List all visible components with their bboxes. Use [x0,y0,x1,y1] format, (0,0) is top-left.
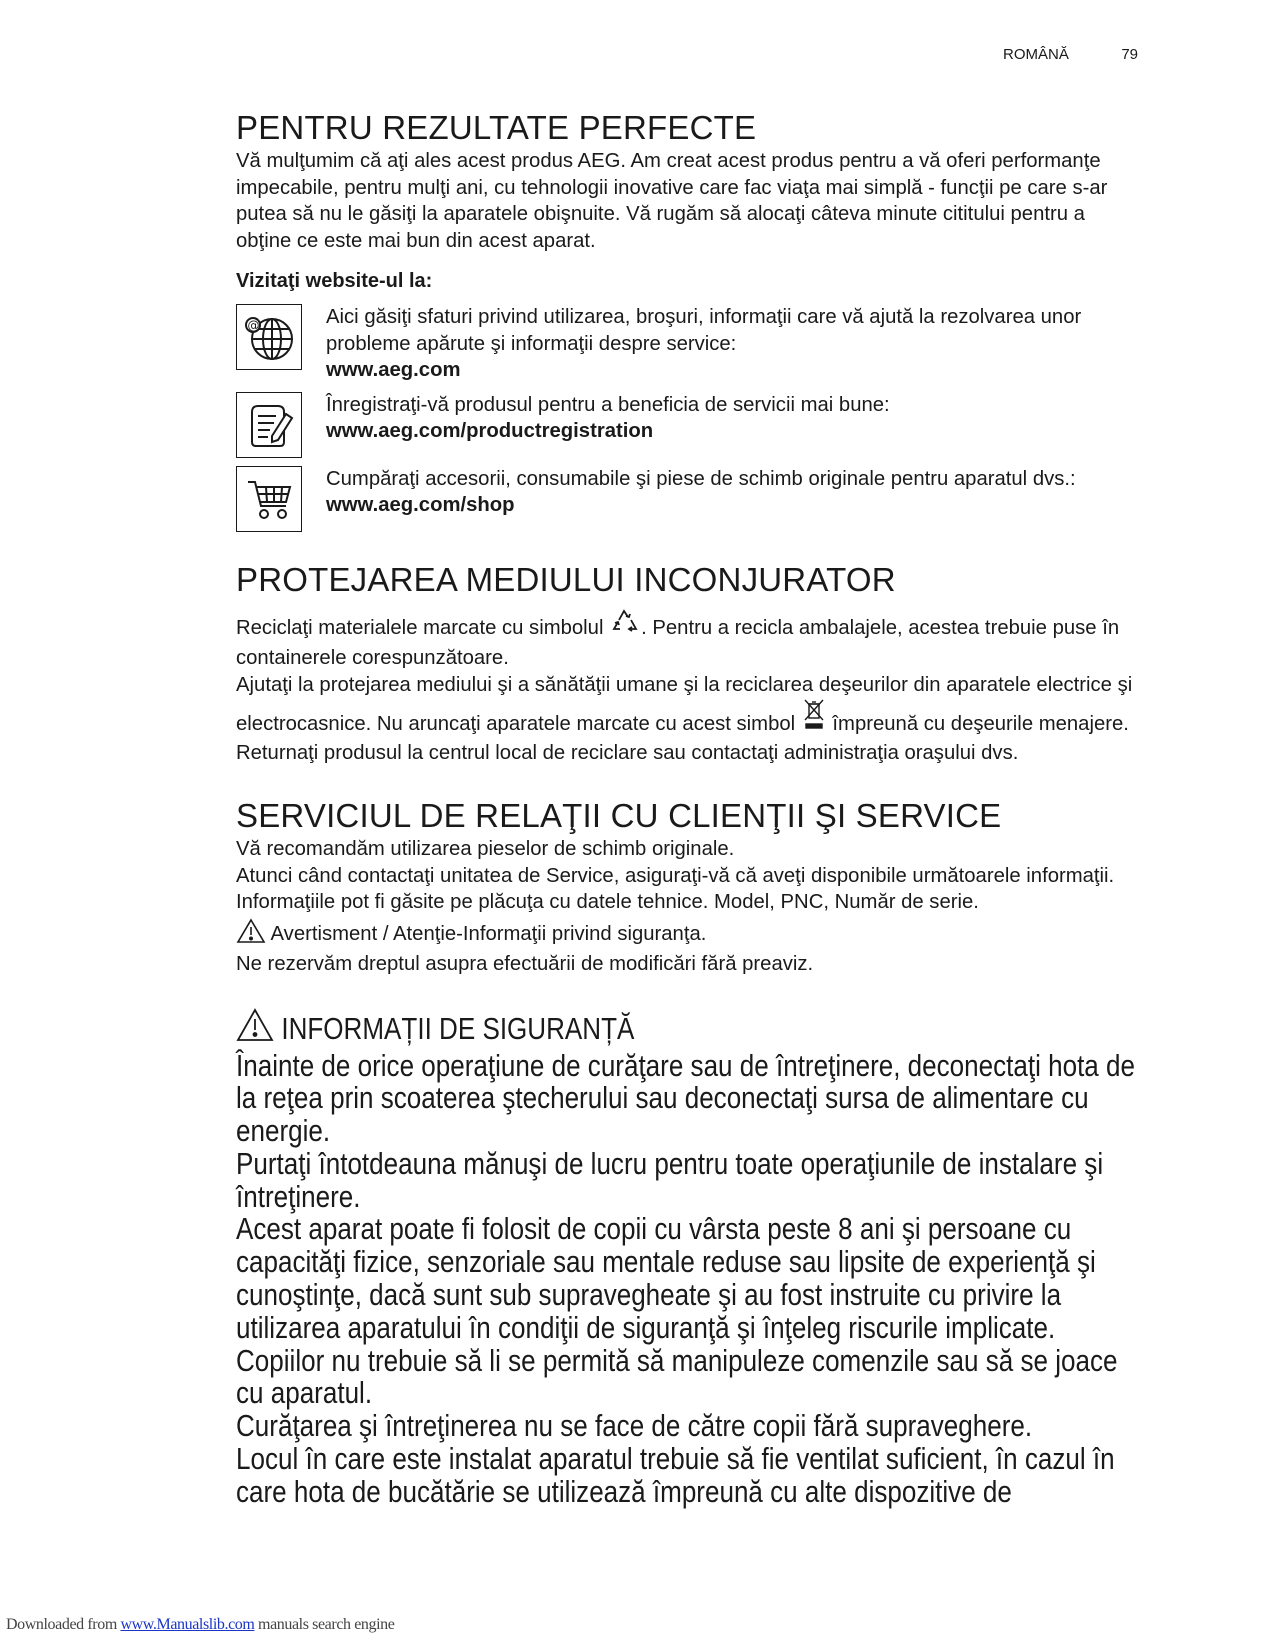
recycle-text-before: Reciclaţi materialele marcate cu simbolul [236,616,604,639]
safety-paragraph-5: Curăţarea şi întreţinerea nu se face de către copii fără supraveghere. [236,1408,1033,1444]
registration-icon [236,392,302,458]
service-line-2: Atunci când contactaţi unitatea de Service, asiguraţi-vă că aveţi disponibile următoarele informaţii. [236,864,1115,887]
website-link-shop[interactable]: www.aeg.com/shop [326,494,515,516]
service-warning-line [236,918,1142,952]
weee-text-before: Ajutaţi la protejarea mediului şi a sănătăţii umane şi la reciclarea deşeurilor din aparatele electrice şi electrocasnice. Nu aruncaţi aparatele marcate cu acest simbol [236,673,1133,735]
crossed-bin-icon [801,698,827,740]
shop-text: Cumpăraţi accesorii, consumabile şi piese de schimb originale pentru aparatul dvs.: [326,467,1076,490]
warning-text: Avertisment / Atenţie-Informaţii privind siguranţa. [270,922,707,945]
website-link-aeg[interactable]: www.aeg.com [326,359,461,381]
section-title-perfect-results: PENTRU REZULTATE PERFECTE [236,109,757,146]
visit-website-label: Vizitaţi website-ul la: [236,270,433,292]
service-line-3: Informaţiile pot fi găsite pe plăcuţa cu datele tehnice. Model, PNC, Număr de serie. [236,891,979,913]
footer-prefix: Downloaded from [6,1616,121,1633]
download-footer [6,1616,394,1634]
weee-paragraph [236,672,1142,767]
website-row-info [236,304,1142,384]
section-title-environment: PROTEJAREA MEDIULUI INCONJURATOR [236,560,896,598]
website-row-shop [236,466,1142,532]
safety-warning-icon [236,1008,274,1050]
recycle-paragraph [236,606,1142,672]
safety-paragraph-4: Copiilor nu trebuie să li se permită să manipuleze comenzile sau să se joace cu aparatul. [236,1342,1118,1411]
footer-suffix: manuals search engine [254,1616,395,1633]
safety-paragraph-1: Înainte de orice operaţiune de curăţare sau de întreţinere, deconectaţi hota de la reţea prin scoaterea ştecherului sau deconectaţi sursa de alimentare cu energie. [236,1047,1135,1149]
intro-paragraph: Vă mulţumim că aţi ales acest produs AEG. Am creat acest produs pentru a vă oferi performanţe impecabile, pentru mulţi ani, cu tehnologii inovative care fac viaţa mai simplă - funcţii pe care s-ar putea să nu le găsiţi la aparatele obişnuite. Vă rugăm să alocaţi câteva minute cititului pentru a obţine ce este mai bun din acest aparat. [236,150,1108,252]
safety-paragraph-2: Purtaţi întotdeauna mănuşi de lucru pentru toate operaţiunile de instalare şi întreţinere. [236,1145,1104,1214]
language-label: ROMÂNĂ [1003,46,1069,63]
warning-icon [236,918,266,952]
service-line-4: Ne rezervăm dreptul asupra efectuării de modificări fără preaviz. [236,953,814,975]
website-info-text: Aici găsiţi sfaturi privind utilizarea, broşuri, informaţii care vă ajută la rezolvarea unor probleme apărute şi informaţii despre service: [326,306,1082,355]
page-header [1003,46,1138,63]
safety-title: INFORMAȚII DE SIGURANȚĂ [281,1010,635,1046]
page-number: 79 [1121,46,1138,63]
section-title-customer-service: SERVICIUL DE RELAŢII CU CLIENŢII ŞI SERVICE [236,797,1002,834]
registration-text: Înregistraţi-vă produsul pentru a beneficia de servicii mai bune: [326,393,890,416]
website-link-registration[interactable]: www.aeg.com/productregistration [326,420,654,442]
weee-text-after: împreună cu deşeurile menajere. Returnaţi produsul la centrul local de reciclare sau contactaţi administraţia oraşului dvs. [236,713,1129,764]
globe-at-icon [236,304,302,370]
shopping-cart-icon [236,466,302,532]
recycle-text-after: . Pentru a recicla ambalajele, acestea trebuie puse în containerele corespunzătoare. [236,616,1120,669]
svg-text:@: @ [247,318,260,333]
recycle-icon [609,606,641,646]
safety-paragraph-6: Locul în care este instalat aparatul trebuie să fie ventilat suficient, în cazul în care hota de bucătărie se utilizează împreună cu alte dispozitive de [236,1441,1115,1509]
safety-title-row [236,1008,1143,1050]
page-content [236,108,1142,1509]
service-line-1: Vă recomandăm utilizarea pieselor de schimb originale. [236,838,735,860]
website-row-registration [236,392,1142,458]
safety-paragraph-3: Acest aparat poate fi folosit de copii cu vârsta peste 8 ani şi persoane cu capacităţi fizice, senzoriale sau mentale reduse sau lipsite de experienţă şi cunoştinţe, dacă sunt sub supravegheate şi au fost instruite cu privire la utilizarea aparatului în condiţii de siguranţă şi înţeleg riscurile implicate. [236,1211,1096,1345]
manualslib-link[interactable]: www.Manualslib.com [120,1616,255,1633]
safety-section [236,1008,1143,1509]
